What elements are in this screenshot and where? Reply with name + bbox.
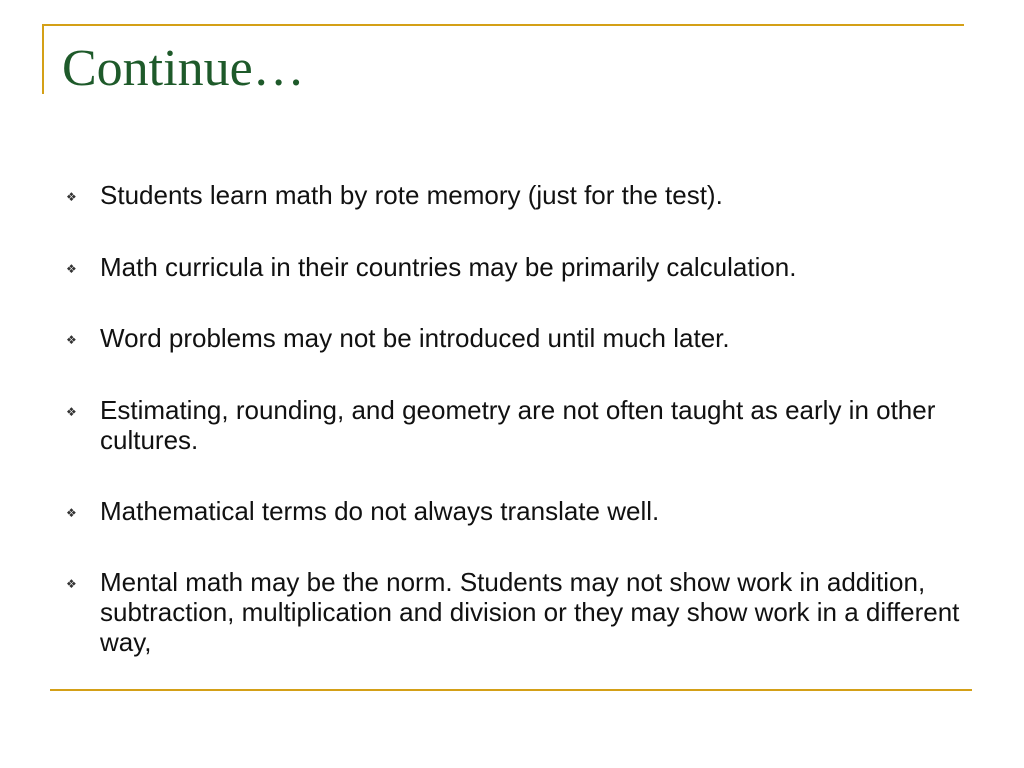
bullet-text: Mathematical terms do not always translate well.: [100, 496, 660, 526]
top-frame-line: [42, 24, 964, 26]
bullet-item: [66, 496, 966, 528]
bullet-item: [66, 323, 966, 355]
bullet-text: Word problems may not be introduced until much later.: [100, 323, 730, 353]
bullet-item: [66, 395, 966, 455]
bullet-text: Math curricula in their countries may be primarily calculation.: [100, 252, 797, 282]
diamond-bullet-icon: ❖: [66, 577, 77, 591]
bullet-text: Mental math may be the norm. Students may not show work in addition, subtraction, multiplication and division or they may show work in a different way,: [100, 567, 960, 657]
diamond-bullet-icon: ❖: [66, 190, 77, 204]
bullet-item: [66, 180, 966, 212]
bullet-item: [66, 567, 966, 657]
bottom-rule: [50, 689, 972, 691]
diamond-bullet-icon: ❖: [66, 405, 77, 419]
slide-title: Continue…: [62, 40, 305, 97]
bullet-text: Students learn math by rote memory (just for the test).: [100, 180, 723, 210]
diamond-bullet-icon: ❖: [66, 262, 77, 276]
bullet-item: [66, 252, 966, 284]
diamond-bullet-icon: ❖: [66, 333, 77, 347]
diamond-bullet-icon: ❖: [66, 506, 77, 520]
bullet-text: Estimating, rounding, and geometry are not often taught as early in other cultures.: [100, 395, 936, 455]
left-frame-line: [42, 24, 44, 94]
